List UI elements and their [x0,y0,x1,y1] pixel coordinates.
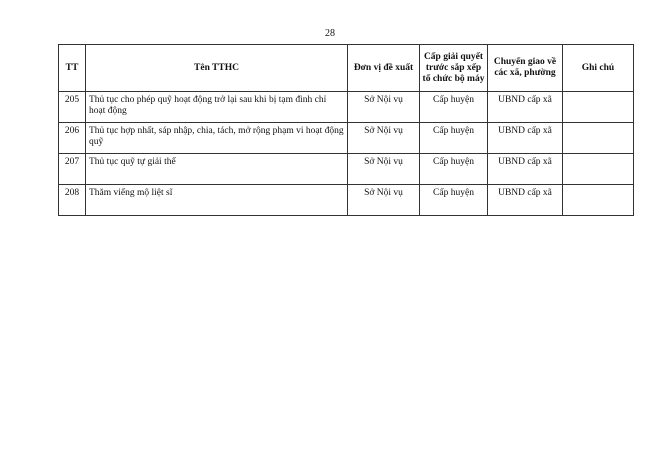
cell-ghi-chu [563,123,634,154]
cell-don-vi: Sở Nội vụ [348,92,420,123]
cell-ten-tthc: Thủ tục hợp nhất, sáp nhập, chia, tách, mở rộng phạm vi hoạt động quỹ [86,123,348,154]
cell-don-vi: Sở Nội vụ [348,185,420,216]
cell-cap-truoc: Cấp huyện [420,154,488,185]
cell-cap-truoc: Cấp huyện [420,185,488,216]
page-number: 28 [325,28,335,39]
cell-tt: 205 [59,92,86,123]
cell-chuyen-giao: UBND cấp xã [488,123,563,154]
cell-don-vi: Sở Nội vụ [348,123,420,154]
table-row [59,154,634,185]
cell-ghi-chu [563,154,634,185]
header-ghi-chu: Ghi chú [563,45,634,92]
cell-chuyen-giao: UBND cấp xã [488,154,563,185]
header-cap-giai-quyet: Cấp giải quyết trước sắp xếp tổ chức bộ máy [420,45,488,92]
procedure-table [58,44,634,216]
header-tt: TT [59,45,86,92]
cell-tt: 207 [59,154,86,185]
table-header-row [59,45,634,92]
header-ten-tthc: Tên TTHC [86,45,348,92]
header-chuyen-giao: Chuyển giao về các xã, phường [488,45,563,92]
cell-cap-truoc: Cấp huyện [420,123,488,154]
cell-ghi-chu [563,92,634,123]
cell-tt: 206 [59,123,86,154]
table-row [59,185,634,216]
cell-ten-tthc: Thủ tục cho phép quỹ hoạt động trở lại sau khi bị tạm đình chỉ hoạt động [86,92,348,123]
cell-don-vi: Sở Nội vụ [348,154,420,185]
cell-chuyen-giao: UBND cấp xã [488,185,563,216]
cell-ghi-chu [563,185,634,216]
cell-ten-tthc: Thủ tục quỹ tự giải thể [86,154,348,185]
cell-chuyen-giao: UBND cấp xã [488,92,563,123]
header-don-vi-de-xuat: Đơn vị đề xuất [348,45,420,92]
cell-tt: 208 [59,185,86,216]
cell-cap-truoc: Cấp huyện [420,92,488,123]
table-row [59,92,634,123]
table-row [59,123,634,154]
cell-ten-tthc: Thăm viếng mộ liệt sĩ [86,185,348,216]
